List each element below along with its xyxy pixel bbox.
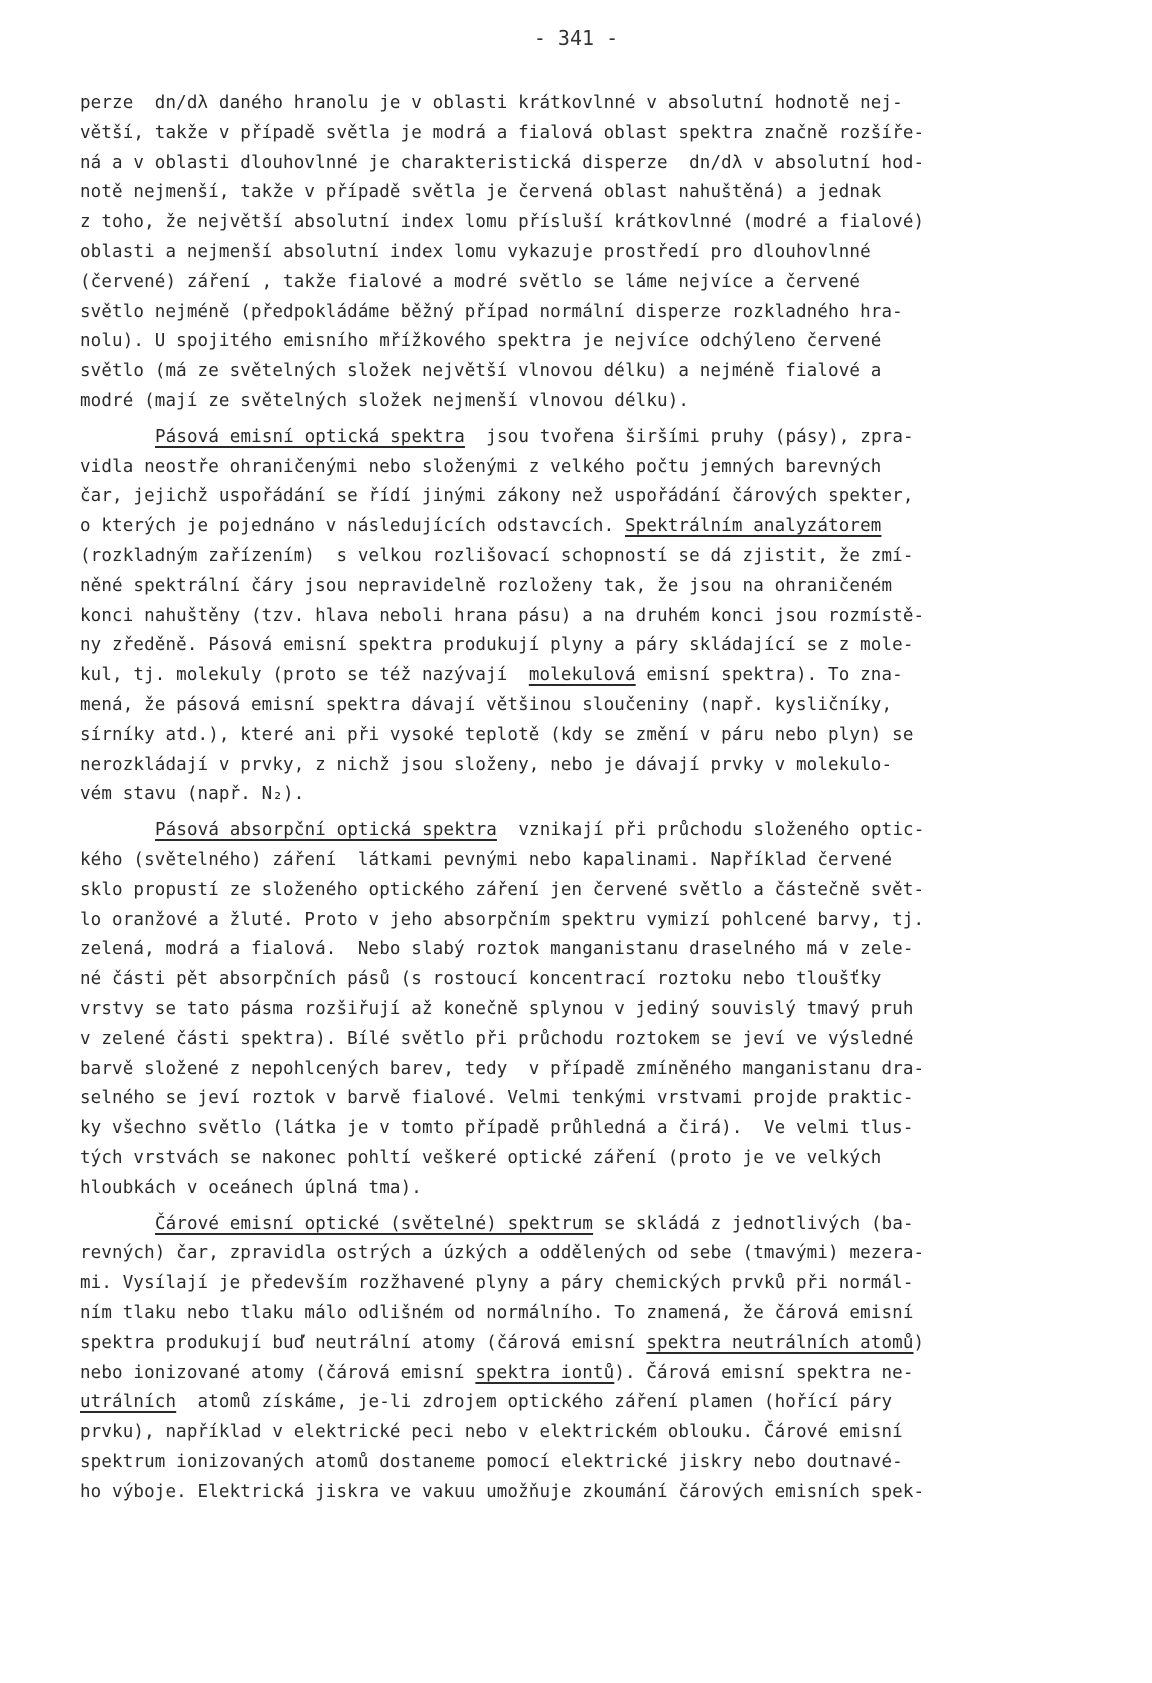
text-line (80, 605, 924, 627)
underlined-term: Pásová emisní optická spektra (155, 426, 465, 447)
text-line (80, 1451, 903, 1473)
text-segment: oblasti a nejmenší absolutní index lomu vykazuje prostředí pro dlouhovlnné (80, 242, 871, 262)
text-segment: čar, jejichž uspořádání se řídí jinými zákony než uspořádání čárových spekter, (80, 486, 914, 507)
text-segment: zelená, modrá a fialová. Nebo slabý roztok manganistanu draselného má v zele- (80, 939, 914, 960)
text-line (80, 1362, 914, 1384)
text-line (80, 1421, 903, 1443)
text-line (80, 783, 304, 805)
text-line (80, 575, 892, 597)
text-segment: z toho, že největší absolutní index lomu přísluší krátkovlnné (modré a fialové) (80, 212, 925, 233)
text-line (80, 301, 903, 323)
text-segment: světlo (má ze světelných složek největší vlnovou délku) a nejméně fialové a (80, 361, 882, 382)
text-segment: (rozkladným zařízením) s velkou rozlišovací schopností se dá zjistit, že zmí- (80, 546, 914, 566)
text-segment: mená, že pásová emisní spektra dávají většinou sloučeniny (např. kysličníky, (80, 695, 893, 715)
text-line (80, 909, 924, 931)
text-line (80, 1117, 914, 1139)
text-line (80, 1272, 914, 1294)
text-line (80, 152, 924, 174)
text-line (80, 1481, 924, 1503)
text-segment: větší, takže v případě světla je modrá a fialová oblast spektra značně rozšíře- (80, 122, 925, 143)
text-segment: né části pět absorpčních pásů (s rostoucí koncentrací roztoku nebo tloušťky (80, 969, 882, 990)
underlined-term: utrálních (80, 1392, 177, 1413)
underlined-term: molekulová (528, 665, 636, 686)
text-line (80, 968, 881, 990)
text-segment: emisní spektra). To zna- (635, 665, 903, 686)
text-line (80, 92, 903, 114)
text-segment: konci nahuštěny (tzv. hlava neboli hrana pásu) a na druhém konci jsou rozmístě- (80, 605, 925, 626)
text-segment: revných) čar, zpravidla ostrých a úzkých a oddělených od sebe (tmavými) mezera- (80, 1243, 925, 1264)
text-line (80, 754, 892, 776)
text-segment: selného se jeví roztok v barvě fialové. Velmi tenkými vrstvami projde praktic- (80, 1088, 914, 1109)
underlined-term: Pásová absorpční optická spektra (155, 820, 497, 841)
underlined-term: spektra iontů (475, 1362, 615, 1383)
text-segment: kul, tj. molekuly (proto se též nazývají (80, 665, 529, 686)
text-segment: (červené) záření , takže fialové a modré světlo se láme nejvíce a červené (80, 271, 861, 292)
text-segment: ny zředěně. Pásová emisní spektra produkují plyny a páry skládající se z mole- (80, 635, 914, 656)
text-line (80, 849, 892, 871)
text-segment: lo oranžové a žluté. Proto v jeho absorpčním spektru vymizí pohlcené barvy, tj. (80, 909, 925, 930)
text-line (80, 241, 871, 263)
text-segment: jsou tvořena širšími pruhy (pásy), zpra- (464, 426, 914, 447)
text-segment: něné spektrální čáry jsou nepravidelně rozloženy tak, že jsou na ohraničeném (80, 575, 893, 596)
text-line (80, 515, 881, 537)
text-line (80, 545, 914, 567)
text-line (80, 456, 881, 478)
text-segment: nebo ionizované atomy (čárová emisní (80, 1362, 476, 1383)
paragraph-first-line (155, 426, 914, 448)
text-line (80, 694, 892, 716)
text-segment: barvě složené z nepohlcených barev, tedy v případě zmíněného manganistanu dra- (80, 1058, 925, 1079)
text-line (80, 330, 881, 352)
text-line (80, 998, 914, 1020)
text-segment: ná a v oblasti dlouhovlnné je charakteristická disperze dn/dλ v absolutní hod- (80, 152, 925, 173)
text-segment: perze dn/dλ daného hranolu je v oblasti krátkovlnné v absolutní hodnotě nej- (80, 93, 903, 113)
text-line (80, 664, 903, 686)
text-segment: modré (mají ze světelných složek nejmenší vlnovou délku). (80, 391, 690, 411)
text-line (80, 181, 881, 203)
text-segment: o kterých je pojednáno v následujících odstavcích. (80, 516, 625, 537)
text-segment: nerozkládají v prvky, z nichž jsou složeny, nebo je dávají prvky v molekulo- (80, 754, 893, 775)
page-number: - 341 - (533, 26, 619, 50)
text-line (80, 1332, 924, 1354)
text-segment: ). Čárová emisní spektra ne- (614, 1362, 914, 1383)
text-line (80, 879, 924, 901)
text-segment: spektra produkují buď neutrální atomy (čárová emisní (80, 1332, 647, 1353)
text-line (80, 938, 914, 960)
text-segment: tých vrstvách se nakonec pohltí veškeré optické záření (proto je ve velkých (80, 1148, 882, 1168)
text-segment: ho výboje. Elektrická jiskra ve vakuu umožňuje zkoumání čárových emisních spek- (80, 1481, 925, 1502)
text-line (80, 1242, 924, 1264)
text-segment: kého (světelného) záření látkami pevnými nebo kapalinami. Například červené (80, 850, 893, 870)
text-segment: v zelené části spektra). Bílé světlo při průchodu roztokem se jeví ve výsledné (80, 1028, 914, 1049)
text-line (80, 1391, 892, 1413)
text-line (80, 1302, 914, 1324)
text-line (80, 271, 860, 293)
text-line (80, 211, 924, 233)
paragraph-first-line (155, 1213, 914, 1235)
text-line (80, 724, 914, 746)
text-line (80, 1028, 914, 1050)
underlined-term: Spektrálním analyzátorem (624, 516, 882, 537)
text-line (80, 1147, 881, 1169)
text-segment: sírníky atd.), které ani při vysoké teplotě (kdy se změní v páru nebo plyn) se (80, 724, 914, 745)
text-segment: prvku), například v elektrické peci nebo v elektrickém oblouku. Čárové emisní (80, 1422, 903, 1443)
text-segment: notě nejmenší, takže v případě světla je červená oblast nahuštěná) a jednak (80, 182, 882, 203)
text-line (80, 1058, 924, 1080)
text-segment: sklo propustí ze složeného optického záření jen červené světlo a částečně svět- (80, 879, 925, 900)
text-segment: mi. Vysílají je především rozžhavené plyny a páry chemických prvků při normál- (80, 1273, 914, 1294)
underlined-term: spektra neutrálních atomů (646, 1332, 914, 1353)
text-line (80, 1177, 422, 1199)
text-segment: se skládá z jednotlivých (ba- (593, 1213, 914, 1234)
text-line (80, 1087, 914, 1109)
text-line (80, 390, 689, 412)
text-segment: ) (913, 1332, 925, 1353)
text-line (80, 360, 881, 382)
text-segment: vznikají při průchodu složeného optic- (496, 820, 925, 841)
underlined-term: Čárové emisní optické (světelné) spektrum (155, 1213, 594, 1234)
text-segment: vém stavu (např. N₂). (80, 784, 305, 805)
text-segment: hloubkách v oceánech úplná tma). (80, 1177, 422, 1198)
text-segment: ním tlaku nebo tlaku málo odlišném od normálního. To znamená, že čárová emisní (80, 1303, 914, 1323)
text-line (80, 485, 914, 507)
text-line (80, 634, 914, 656)
text-segment: světlo nejméně (předpokládáme běžný případ normální disperze rozkladného hra- (80, 301, 903, 322)
text-segment: atomů získáme, je-li zdrojem optického záření plamen (hořící páry (176, 1392, 893, 1413)
text-segment: ky všechno světlo (látka je v tomto případě průhledná a čirá). Ve velmi tlus- (80, 1118, 914, 1139)
text-segment: spektrum ionizovaných atomů dostaneme pomocí elektrické jiskry nebo doutnavé- (80, 1452, 903, 1472)
text-segment: vrstvy se tato pásma rozšiřují až konečně splynou v jediný souvislý tmavý pruh (80, 999, 914, 1019)
text-segment: vidla neostře ohraničenými nebo složenými z velkého počtu jemných barevných (80, 456, 882, 477)
text-segment: nolu). U spojitého emisního mřížkového spektra je nejvíce odchýleno červené (80, 331, 882, 352)
paragraph-first-line (155, 819, 924, 841)
text-line (80, 122, 924, 144)
